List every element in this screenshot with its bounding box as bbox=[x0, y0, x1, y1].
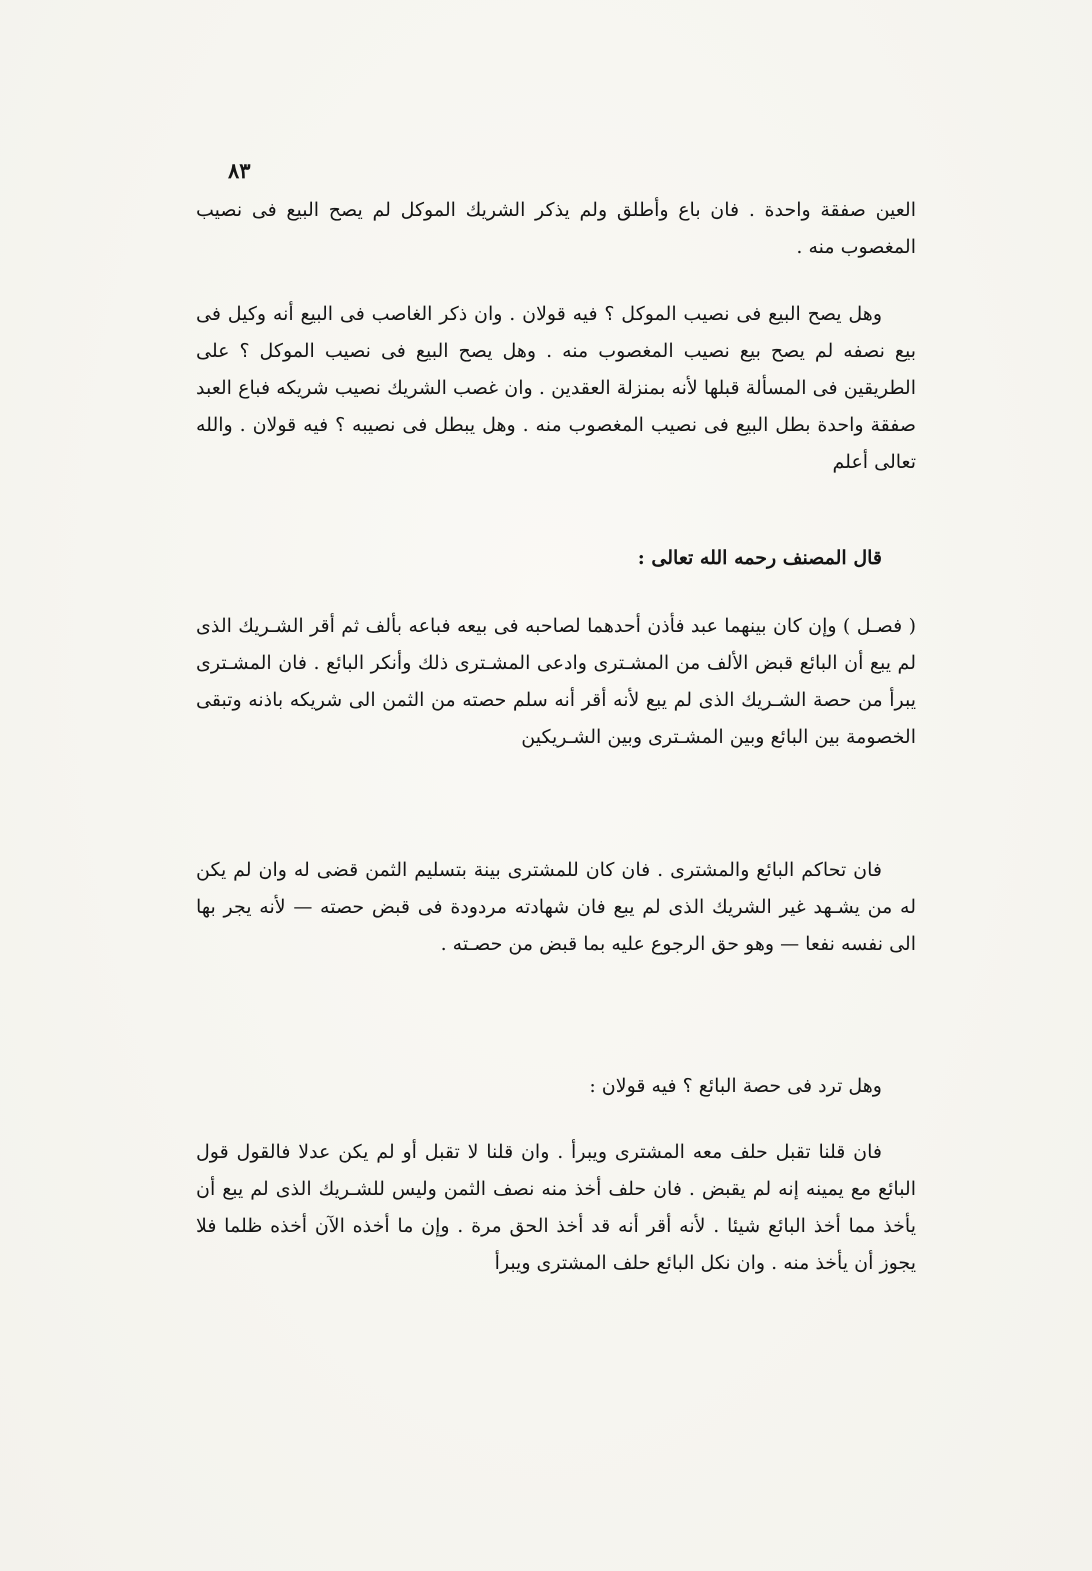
paragraph-6-text: فان قلنا تقبل حلف معه المشترى ويبرأ . وان قلنا لا تقبل أو لم يكن عدلا فالقول قول البائع مع يمينه إنه لم يقبض . فان حلف أخذ منه نصف الثمن وليس للشـريك الذى لم يبع أن يأخذ مما أخذ البائع شيئا . لأنه أقر أنه قد أخذ الحق مرة . وإن ما أخذه الآن أخذه ظلما فلا يجوز أن يأخذ منه . وان نكل البائع حلف المشترى ويبرأ bbox=[196, 1141, 916, 1274]
paragraph-1 bbox=[196, 192, 916, 266]
paragraph-4-text: فان تحاكم البائع والمشترى . فان كان للمشترى بينة بتسليم الثمن قضى له وان لم يكن له من يشـهد غير الشريك الذى لم يبع فان شهادته مردودة فى قبض حصته — لأنه يجر بها الى نفسه نفعا — وهو حق الرجوع عليه بما قبض من حصـته . bbox=[196, 859, 916, 955]
section-heading bbox=[196, 540, 916, 577]
paragraph-1-text: العين صفقة واحدة . فان باع وأطلق ولم يذكر الشريك الموكل لم يصح البيع فى نصيب المغصوب منه . bbox=[196, 199, 916, 258]
paragraph-6 bbox=[196, 1134, 916, 1282]
author-said-heading: قال المصنف رحمه الله تعالى : bbox=[637, 547, 882, 569]
paragraph-5 bbox=[196, 1068, 916, 1105]
paragraph-2 bbox=[196, 296, 916, 481]
paragraph-2-text: وهل يصح البيع فى نصيب الموكل ؟ فيه قولان . وان ذكر الغاصب فى البيع أنه وكيل فى بيع نصفه لم يصح بيع نصيب المغصوب منه . وهل يصح البيع فى نصيب الموكل ؟ على الطريقين فى المسألة قبلها لأنه بمنزلة العقدين . وان غصب الشريك نصيب شريكه فباع العبد صفقة واحدة بطل البيع فى نصيب المغصوب منه . وهل يبطل فى نصيبه ؟ فيه قولان . والله تعالى أعلم bbox=[196, 303, 916, 473]
paragraph-4 bbox=[196, 852, 916, 963]
paragraph-5-text: وهل ترد فى حصة البائع ؟ فيه قولان : bbox=[589, 1075, 882, 1097]
paragraph-3-text: ( فصـل ) وإن كان بينهما عبد فأذن أحدهما لصاحبه فى بيعه فباعه بألف ثم أقر الشـريك الذى لم يبع أن البائع قبض الألف من المشـترى وادعى المشـترى ذلك وأنكر البائع . فان المشـترى يبرأ من حصة الشـريك الذى لم يبع لأنه أقر أنه سلم حصته من الثمن الى شريكه باذنه وتبقى الخصومة بين البائع وبين المشـترى وبين الشـريكين bbox=[196, 615, 916, 748]
page-number: ٨٣ bbox=[228, 158, 251, 183]
paragraph-3 bbox=[196, 608, 916, 756]
